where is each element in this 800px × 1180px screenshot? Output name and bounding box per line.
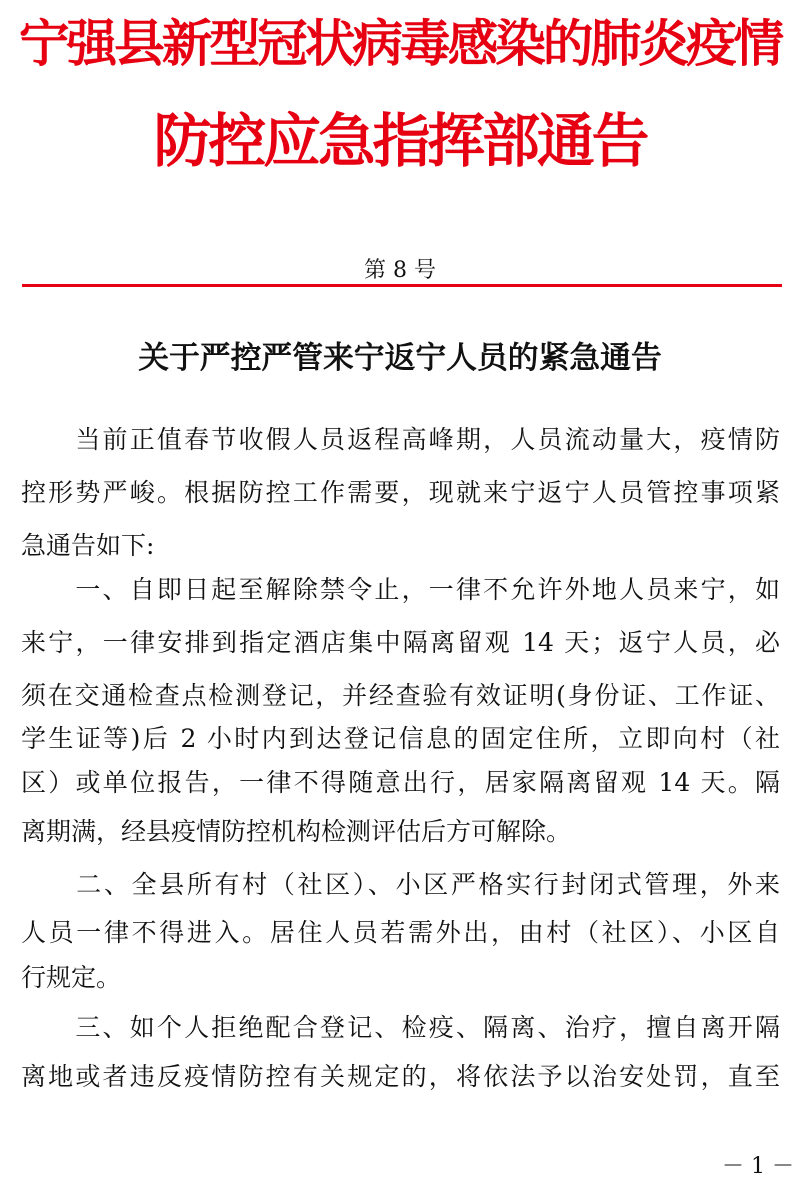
body-line: 人员一律不得进入。居住人员若需外出，由村（社区）、小区自: [21, 918, 780, 947]
body-line: 行规定。: [21, 963, 122, 992]
issuer-title-line-1: 宁强县新型冠状病毒感染的肺炎疫情: [18, 13, 782, 73]
body-line: 学生证等)后 2 小时内到达登记信息的固定住所，立即向村（社: [21, 724, 780, 753]
notice-title: 关于严控严管来宁返宁人员的紧急通告: [138, 340, 662, 376]
page-number: － 1 －: [722, 1154, 794, 1179]
body-line: 急通告如下:: [21, 531, 155, 560]
body-line: 离期满，经县疫情防控机构检测评估后方可解除。: [21, 817, 572, 846]
body-line: 控形势严峻。根据防控工作需要，现就来宁返宁人员管控事项紧: [21, 478, 780, 507]
body-line: 三、如个人拒绝配合登记、检疫、隔离、治疗，擅自离开隔: [21, 1013, 780, 1042]
body-line: 当前正值春节收假人员返程高峰期，人员流动量大，疫情防: [21, 425, 780, 454]
body-line: 须在交通检查点检测登记，并经查验有效证明(身份证、工作证、: [21, 681, 780, 710]
issuer-title-line-2: 防控应急指挥部通告: [153, 107, 647, 175]
red-divider-rule: [22, 284, 782, 287]
body-line: 一、自即日起至解除禁令止，一律不允许外地人员来宁，如: [21, 575, 780, 604]
document-number: 第 8 号: [364, 258, 436, 283]
body-line: 区）或单位报告，一律不得随意出行，居家隔离留观 14 天。隔: [21, 768, 780, 797]
body-line: 来宁，一律安排到指定酒店集中隔离留观 14 天；返宁人员，必: [21, 628, 780, 657]
body-line: 二、全县所有村（社区）、小区严格实行封闭式管理，外来: [21, 870, 780, 899]
body-line: 离地或者违反疫情防控有关规定的，将依法予以治安处罚，直至: [21, 1062, 780, 1091]
